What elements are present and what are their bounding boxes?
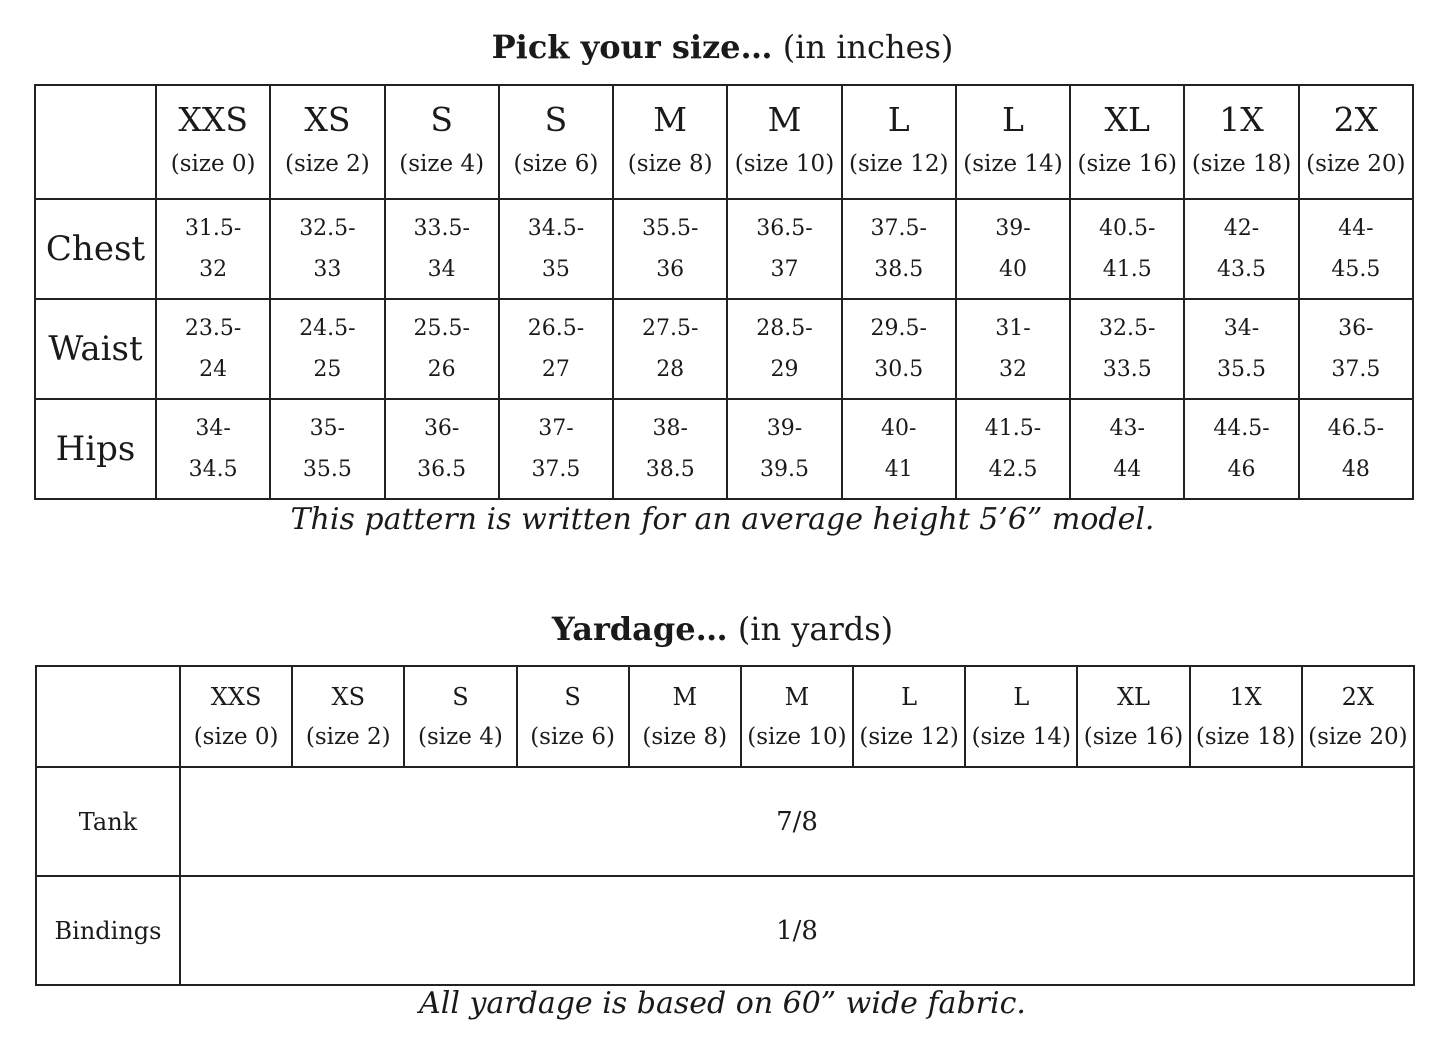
size-header-cell bbox=[292, 666, 404, 767]
yardage-value-cell: 1/8 bbox=[180, 876, 1414, 985]
size-header-cell bbox=[727, 85, 841, 199]
size-letter: M bbox=[653, 100, 688, 139]
size-letter: XS bbox=[304, 100, 351, 139]
size-number: (size 18) bbox=[1195, 723, 1296, 750]
size-letter: XS bbox=[331, 682, 366, 711]
size-letter: L bbox=[1002, 100, 1024, 139]
size-header-cell bbox=[629, 666, 741, 767]
size-letter: XXS bbox=[178, 100, 248, 139]
size-header-cell bbox=[1299, 85, 1413, 199]
size-chart-note: This pattern is written for an average height 5’6” model. bbox=[290, 502, 1155, 537]
measurement-cell: 34- 34.5 bbox=[156, 399, 270, 499]
measurement-cell: 39- 40 bbox=[956, 199, 1070, 299]
measurement-cell: 37- 37.5 bbox=[499, 399, 613, 499]
size-header-cell bbox=[741, 666, 853, 767]
size-chart-title-unit: (in inches) bbox=[772, 28, 954, 66]
size-number: (size 16) bbox=[1077, 151, 1177, 177]
measurement-cell: 39- 39.5 bbox=[727, 399, 841, 499]
row-label-waist: Waist bbox=[35, 299, 156, 399]
size-number: (size 10) bbox=[734, 151, 835, 177]
size-number: (size 14) bbox=[963, 151, 1063, 177]
measurement-cell: 26.5- 27 bbox=[499, 299, 613, 399]
size-header-cell bbox=[965, 666, 1077, 767]
measurement-cell: 34.5- 35 bbox=[499, 199, 613, 299]
measurement-cell: 36- 36.5 bbox=[385, 399, 499, 499]
row-label-hips: Hips bbox=[35, 399, 156, 499]
size-header-cell bbox=[517, 666, 629, 767]
size-header-cell bbox=[385, 85, 499, 199]
size-header-cell bbox=[842, 85, 956, 199]
size-number: (size 12) bbox=[849, 151, 949, 177]
measurement-cell: 32.5- 33.5 bbox=[1070, 299, 1184, 399]
row-label-tank: Tank bbox=[36, 767, 180, 876]
size-header-cell bbox=[956, 85, 1070, 199]
size-number: (size 0) bbox=[170, 151, 256, 177]
size-letter: XXS bbox=[210, 682, 262, 711]
measurement-cell: 35- 35.5 bbox=[270, 399, 384, 499]
size-number: (size 20) bbox=[1306, 151, 1406, 177]
measurement-cell: 36.5- 37 bbox=[727, 199, 841, 299]
size-header-cell bbox=[156, 85, 270, 199]
size-letter: M bbox=[672, 682, 698, 711]
measurement-cell: 40.5- 41.5 bbox=[1070, 199, 1184, 299]
size-header-cell bbox=[180, 666, 292, 767]
size-number: (size 2) bbox=[285, 151, 370, 177]
size-chart-table bbox=[34, 84, 1414, 500]
tank-row bbox=[36, 767, 1414, 876]
size-number: (size 0) bbox=[193, 723, 279, 750]
size-letter: M bbox=[767, 100, 802, 139]
size-chart-title bbox=[0, 28, 1445, 66]
size-number: (size 6) bbox=[513, 151, 599, 177]
measurement-cell: 44- 45.5 bbox=[1299, 199, 1413, 299]
waist-row bbox=[35, 299, 1413, 399]
size-header-cell bbox=[404, 666, 516, 767]
size-number: (size 6) bbox=[530, 723, 615, 750]
size-header-cell bbox=[613, 85, 727, 199]
size-number: (size 2) bbox=[305, 723, 391, 750]
size-number: (size 20) bbox=[1308, 723, 1408, 750]
measurement-cell: 25.5- 26 bbox=[385, 299, 499, 399]
size-number: (size 16) bbox=[1083, 723, 1184, 750]
measurement-cell: 36- 37.5 bbox=[1299, 299, 1413, 399]
measurement-cell: 23.5- 24 bbox=[156, 299, 270, 399]
measurement-cell: 44.5- 46 bbox=[1184, 399, 1298, 499]
measurement-cell: 34- 35.5 bbox=[1184, 299, 1298, 399]
chest-row bbox=[35, 199, 1413, 299]
yardage-title bbox=[0, 610, 1445, 648]
size-letter: 2X bbox=[1333, 100, 1379, 139]
size-number: (size 4) bbox=[399, 151, 485, 177]
size-letter: XL bbox=[1104, 100, 1150, 139]
size-number: (size 14) bbox=[971, 723, 1071, 750]
size-number: (size 12) bbox=[859, 723, 959, 750]
measurement-cell: 24.5- 25 bbox=[270, 299, 384, 399]
size-header-cell bbox=[1077, 666, 1189, 767]
size-letter: 1X bbox=[1219, 100, 1264, 139]
yardage-title-unit: (in yards) bbox=[727, 610, 894, 648]
size-letter: L bbox=[901, 682, 918, 711]
measurement-cell: 41.5- 42.5 bbox=[956, 399, 1070, 499]
measurement-cell: 29.5- 30.5 bbox=[842, 299, 956, 399]
measurement-cell: 42- 43.5 bbox=[1184, 199, 1298, 299]
size-letter: L bbox=[887, 100, 910, 139]
size-letter: M bbox=[784, 682, 810, 711]
size-letter: S bbox=[564, 682, 581, 711]
size-letter: 1X bbox=[1229, 682, 1262, 711]
measurement-cell: 32.5- 33 bbox=[270, 199, 384, 299]
size-header-cell bbox=[1190, 666, 1302, 767]
measurement-cell: 38- 38.5 bbox=[613, 399, 727, 499]
measurement-cell: 27.5- 28 bbox=[613, 299, 727, 399]
measurement-cell: 33.5- 34 bbox=[385, 199, 499, 299]
corner-cell bbox=[35, 85, 156, 199]
row-label-chest: Chest bbox=[35, 199, 156, 299]
size-letter: L bbox=[1013, 682, 1030, 711]
yardage-value-cell: 7/8 bbox=[180, 767, 1414, 876]
measurement-cell: 31.5- 32 bbox=[156, 199, 270, 299]
size-letter: XL bbox=[1116, 682, 1150, 711]
size-header-cell bbox=[853, 666, 965, 767]
size-number: (size 8) bbox=[627, 151, 713, 177]
size-header-cell bbox=[1302, 666, 1414, 767]
size-letter: S bbox=[544, 100, 568, 139]
yardage-title-main: Yardage… bbox=[551, 610, 728, 648]
size-header-row bbox=[35, 85, 1413, 199]
size-number: (size 8) bbox=[642, 723, 728, 750]
row-label-bindings: Bindings bbox=[36, 876, 180, 985]
size-chart-title-main: Pick your size… bbox=[491, 28, 773, 66]
yardage-table bbox=[35, 665, 1415, 986]
measurement-cell: 28.5- 29 bbox=[727, 299, 841, 399]
yardage-header-row bbox=[36, 666, 1414, 767]
size-number: (size 10) bbox=[747, 723, 847, 750]
measurement-cell: 37.5- 38.5 bbox=[842, 199, 956, 299]
measurement-cell: 46.5- 48 bbox=[1299, 399, 1413, 499]
size-header-cell bbox=[1184, 85, 1298, 199]
measurement-cell: 40- 41 bbox=[842, 399, 956, 499]
hips-row bbox=[35, 399, 1413, 499]
size-letter: S bbox=[452, 682, 469, 711]
size-letter: 2X bbox=[1341, 682, 1375, 711]
measurement-cell: 35.5- 36 bbox=[613, 199, 727, 299]
yardage-note: All yardage is based on 60” wide fabric. bbox=[419, 986, 1026, 1021]
size-letter: S bbox=[430, 100, 453, 139]
size-header-cell bbox=[499, 85, 613, 199]
size-header-cell bbox=[270, 85, 384, 199]
size-number: (size 18) bbox=[1191, 151, 1292, 177]
bindings-row bbox=[36, 876, 1414, 985]
size-number: (size 4) bbox=[418, 723, 503, 750]
corner-cell bbox=[36, 666, 180, 767]
measurement-cell: 43- 44 bbox=[1070, 399, 1184, 499]
size-header-cell bbox=[1070, 85, 1184, 199]
measurement-cell: 31- 32 bbox=[956, 299, 1070, 399]
